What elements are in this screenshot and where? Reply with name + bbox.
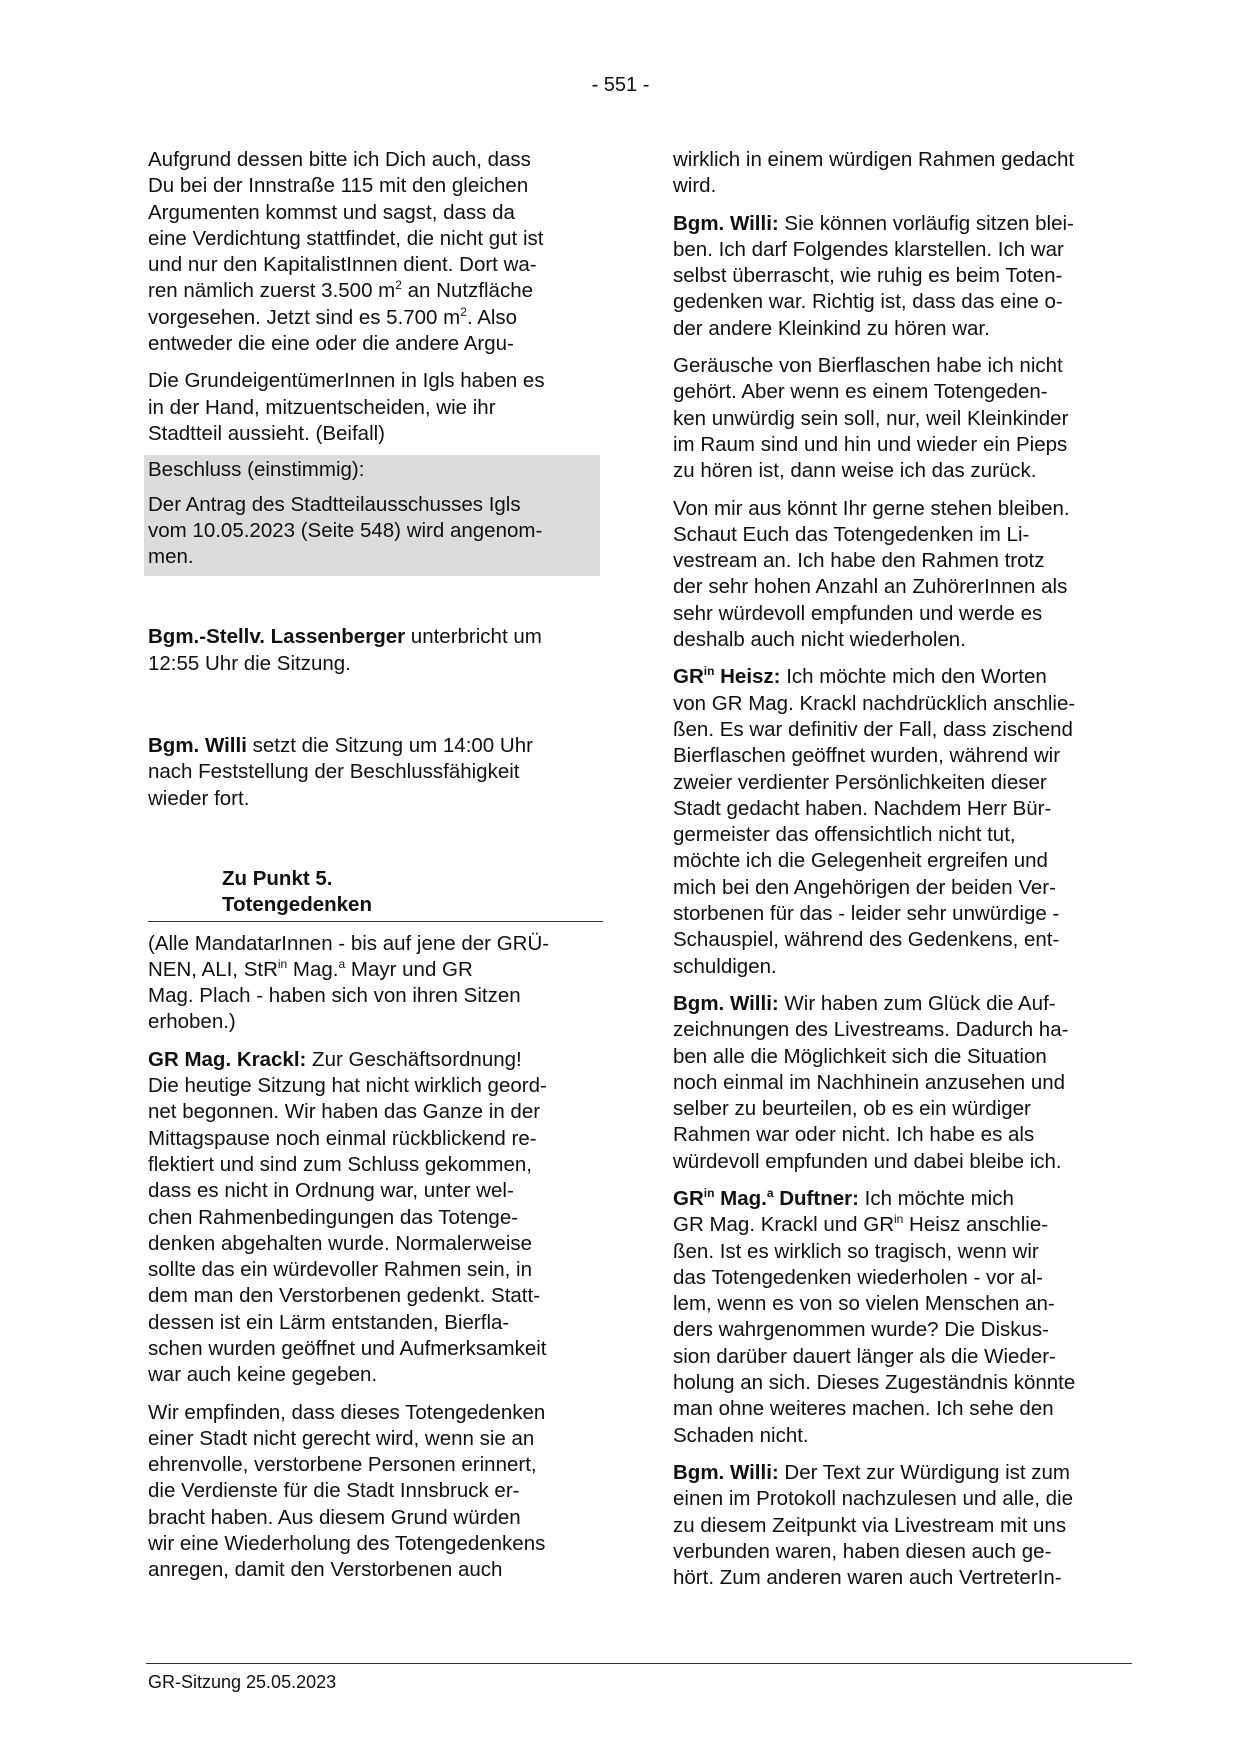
paragraph: Von mir aus könnt Ihr gerne stehen bleiben. Schaut Euch das Totengedenken im Li- vestream an. Ich habe den Rahmen trotz der sehr hohen Anzahl an ZuhörerInnen als sehr würdevoll empfunden und werde es deshalb auch nicht wiederholen. <box>673 496 1070 652</box>
paragraph: (Alle MandatarInnen - bis auf jene der GRÜ- NEN, ALI, StR$^{in}$ Mag.$^a$ Mayr und GR Mag. Plach - haben sich von ihren Sitzen erhoben.) <box>148 931 550 1034</box>
page-number: - 551 - <box>591 74 650 96</box>
paragraph: Aufgrund dessen bitte ich Dich auch, dass Du bei der Innstraße 115 mit den gleichen Argumenten kommst und sagst, dass da eine Verdichtung stattfindet, die nicht gut ist und nur den KapitalistInnen dient. Dort wa- ren nämlich zuerst 3.500 $m^2$ an Nutzfläche vorgesehen. Jetzt sind es 5.700 $m^2$. Also entweder die eine oder die andere Argu- <box>148 148 544 356</box>
paragraph: Die GrundeigentümerInnen in Igls haben es in der Hand, mitzuentscheiden, wie ihr Stadtteil aussieht. (Beifall) <box>148 369 545 445</box>
paragraph: Bgm. Willi: Wir haben zum Glück die Auf- zeichnungen des Livestreams. Dadurch ha- ben alle die Möglichkeit sich die Situation noch einmal im Nachhinein anzusehen und selber zu beurteilen, ob es ein würdiger Rahmen war oder nicht. Ich habe es als würdevoll empfunden und dabei bleibe ich. <box>673 991 1069 1173</box>
paragraph: Wir empfinden, dass dieses Totengedenken einer Stadt nicht gerecht wird, wenn sie an ehrenvolle, verstorbene Personen erinnert, die Verdienste für die Stadt Innsbruck er- bracht haben. Aus diesem Grund würden wir eine Wiederholung des Totengedenkens anregen, damit den Verstorbenen auch <box>148 1400 546 1582</box>
paragraph-interruption: Bgm.-Stellv. Lassenberger unterbricht um 12:55 Uhr die Sitzung. <box>148 625 542 675</box>
section-heading: Zu Punkt 5. Totengedenken <box>148 866 603 922</box>
paragraph: wirklich in einem würdigen Rahmen gedacht wird. <box>673 148 1075 198</box>
paragraph: Bgm. Willi: Der Text zur Würdigung ist zum einen im Protokoll nachzulesen und alle, die zu diesem Zeitpunkt via Livestream mit uns verbunden waren, haben diesen auch ge- hört. Zum anderen waren auch VertreterIn- <box>673 1460 1074 1590</box>
resolution-text: Der Antrag des Stadtteilausschusses Igls vom 10.05.2023 (Seite 548) wird angenom- men. <box>148 492 543 569</box>
right-column <box>673 147 1133 1602</box>
paragraph: $GR^{in}$ Mag.$^a$ Duftner: Ich möchte mich GR Mag. Krackl und $GR^{in}$ Heisz anschlie- ßen. Ist es wirklich so tragisch, wenn wir das Totengedenken wiederholen - vor al- lem, wenn es von so vielen Menschen an- ders wahrgenommen wurde? Die Diskus- sion darüber dauert länger als die Wieder- holung an sich. Dieses Zugeständnis könnte man ohne weiteres machen. Ich sehe den Schaden nicht. <box>673 1185 1076 1447</box>
paragraph: Geräusche von Bierflaschen habe ich nicht gehört. Aber wenn es einem Totengeden- ken unwürdig sein soll, nur, weil Kleinkinder im Raum sind und hin und wieder ein Pieps zu hören ist, dann weise ich das zurück. <box>673 354 1069 483</box>
footer-text: GR-Sitzung 25.05.2023 <box>148 1672 337 1692</box>
paragraph: Bgm. Willi: Sie können vorläufig sitzen blei- ben. Ich darf Folgendes klarstellen. Ich war selbst überrascht, wie ruhig es beim Toten- gedenken war. Richtig ist, dass das eine o- der andere Kleinkind zu hören war. <box>673 211 1074 340</box>
left-column <box>148 147 603 1595</box>
resolution-title: Beschluss (einstimmig): <box>148 458 365 482</box>
paragraph-resumption: Bgm. Willi setzt die Sitzung um 14:00 Uhr nach Feststellung der Beschlussfähigkeit wieder fort. <box>148 734 533 810</box>
footer-divider <box>146 1663 1132 1664</box>
paragraph: $GR^{in}$ Heisz: Ich möchte mich den Worten von GR Mag. Krackl nachdrücklich anschlie- ßen. Es war definitiv der Fall, dass zischend Bierflaschen geöffnet wurden, während wir zweier verdienter Persönlichkeiten dieser Stadt gedacht haben. Nachdem Herr Bür- germeister das offensichtlich nicht tut, möchte ich die Gelegenheit ergreifen und mich bei den Angehörigen der beiden Ver- storbenen für das - leider sehr unwürdige - Schauspiel, während des Gedenkens, ent- schuldigen. <box>673 664 1076 978</box>
paragraph: GR Mag. Krackl: Zur Geschäftsordnung! Die heutige Sitzung hat nicht wirklich geord- net begonnen. Wir haben das Ganze in der Mittagspause noch einmal rückblickend re- flektiert und sind zum Schluss gekommen, dass es nicht in Ordnung war, unter wel- chen Rahmenbedingungen das Totenge- denken abgehalten wurde. Normalerweise sollte das ein würdevoller Rahmen sein, in dem man den Verstorbenen gedenkt. Statt- dessen ist ein Lärm entstanden, Bierfla- schen wurden geöffnet und Aufmerksamkeit war auch keine gegeben. <box>148 1047 547 1387</box>
resolution-box <box>144 455 600 576</box>
